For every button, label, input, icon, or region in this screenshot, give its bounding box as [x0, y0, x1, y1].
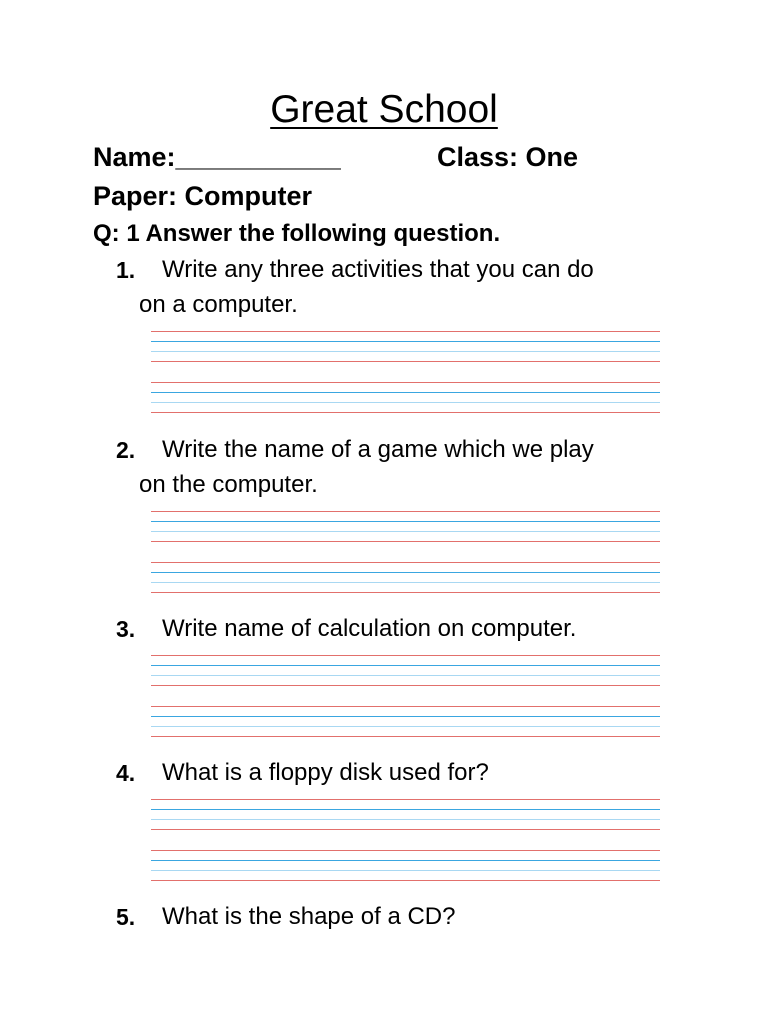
question-4-text-line1: What is a floppy disk used for?	[162, 759, 489, 786]
question-5-number: 5.	[116, 904, 136, 930]
paper-label: Paper: Computer	[93, 181, 313, 211]
class-label: Class: One	[437, 142, 579, 172]
question-1-text-line1: Write any three activities that you can do	[162, 256, 594, 283]
question-1-number: 1.	[116, 257, 136, 283]
question-4-answer-lines[interactable]	[151, 799, 660, 881]
question-3-answer-lines[interactable]	[151, 655, 660, 737]
question-2-text-line2: on the computer.	[139, 471, 318, 498]
question-4-number: 4.	[116, 760, 136, 786]
question-2-text-line1: Write the name of a game which we play	[162, 436, 594, 463]
section-heading: Q: 1 Answer the following question.	[93, 220, 501, 247]
question-2-number: 2.	[116, 437, 136, 463]
page-title: Great School	[270, 88, 498, 131]
question-3-number: 3.	[116, 616, 136, 642]
question-1-answer-lines[interactable]	[151, 331, 660, 413]
question-5-text-line1: What is the shape of a CD?	[162, 903, 456, 930]
question-2-answer-lines[interactable]	[151, 511, 660, 593]
name-field-label: Name:___________	[93, 142, 341, 172]
question-1-text-line2: on a computer.	[139, 291, 298, 318]
question-3-text-line1: Write name of calculation on computer.	[162, 615, 577, 642]
